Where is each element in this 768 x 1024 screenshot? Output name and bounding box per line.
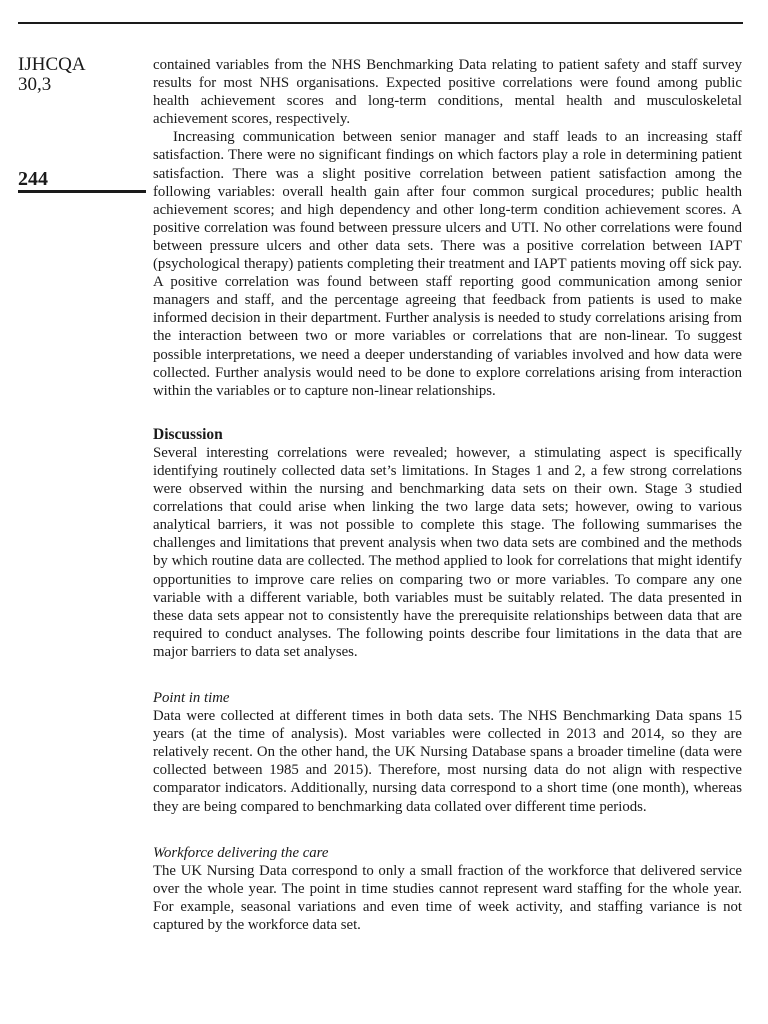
page-number-rule — [18, 190, 146, 193]
paragraph-point-in-time: Data were collected at different times in both data sets. The NHS Benchmarking Data spans 15 years (at the time of analysis). Most variables were collected in 2013 and 2014, so they are relatively recent. On the other hand, the UK Nursing Database spans a broader timeline (data were collected between 1985 and 2015). Therefore, most nursing data do not align with respective comparator indicators. Additionally, nursing data correspond to a short time (one month), whereas they are being compared to benchmarking data collated over different time periods. — [153, 708, 742, 815]
page-number: 244 — [18, 168, 48, 190]
paragraph-correlations: Increasing communication between senior manager and staff leads to an increasing staff satisfaction. There were no significant findings on which factors play a role in determining patient satisfaction. There was a slight positive correlation between patient satisfaction among the following variables: overall health gain after four common surgical procedures; public health achievement scores; and high dependency and other long-term condition achievement scores. A positive correlation was found between pressure ulcers and UTI. No other correlations were found between pressure ulcers and other data sets. There was a positive correlation between IAPT (psychological therapy) patients completing their treatment and IAPT patients moving off sick pay. A positive correlation was found between staff reporting good communication among senior managers and staff, and the percentage agreeing that feedback from patients is used to make informed decision in their department. Further analysis is needed to study correlations arising from the interaction between two or more variables or correlations that are non-linear. To suggest possible interpretations, we need a deeper understanding of variables involved and how data were collected. Further analysis would need to be done to explore correlations arising from interaction within the variables or to capture non-linear relationships. — [153, 129, 742, 399]
journal-volume: 30,3 — [18, 74, 52, 95]
paragraph-results-continued: contained variables from the NHS Benchmarking Data relating to patient safety and staff survey results for most NHS organisations. Expected positive correlations were found among public health achievement scores and long-term conditions, mental health and musculoskeletal achievement scores, respectively. — [153, 57, 742, 128]
subheading-workforce: Workforce delivering the care — [153, 844, 329, 861]
subheading-point-in-time: Point in time — [153, 690, 230, 706]
paragraph-workforce: The UK Nursing Data correspond to only a small fraction of the workforce that delivered service over the whole year. The point in time studies cannot represent ward staffing for the whole year. For example, seasonal variations and even time of week activity, and staffing variance is not captured by the workforce data set. — [153, 862, 742, 934]
paragraph-discussion: Several interesting correlations were revealed; however, a stimulating aspect is specifically identifying routinely collected data set’s limitations. In Stages 1 and 2, a few strong correlations were observed within the nursing and benchmarking data sets on their own. Stage 3 studied correlations that could arise when linking the two large data sets; however, owing to various analytical barriers, it was not possible to complete this stage. The following summarises the challenges and limitations that prevent analysis when two data sets are combined and the methods by which routine data are collected. The method applied to look for correlations that might identify opportunities to improve care relies on comparing two or more variables. To compare any one variable with a different variable, both variables must be suitably related. The data presented in these data sets appear not to consistently have the prerequisite relationships between data that are required to conduct analyses. The following points describe four limitations in the data that are major barriers to data set analyses. — [153, 444, 742, 660]
journal-title: IJHCQA — [18, 54, 86, 75]
article-body — [153, 56, 742, 934]
journal-reference — [18, 55, 86, 95]
top-rule — [18, 22, 743, 24]
section-heading-discussion: Discussion — [153, 425, 223, 443]
